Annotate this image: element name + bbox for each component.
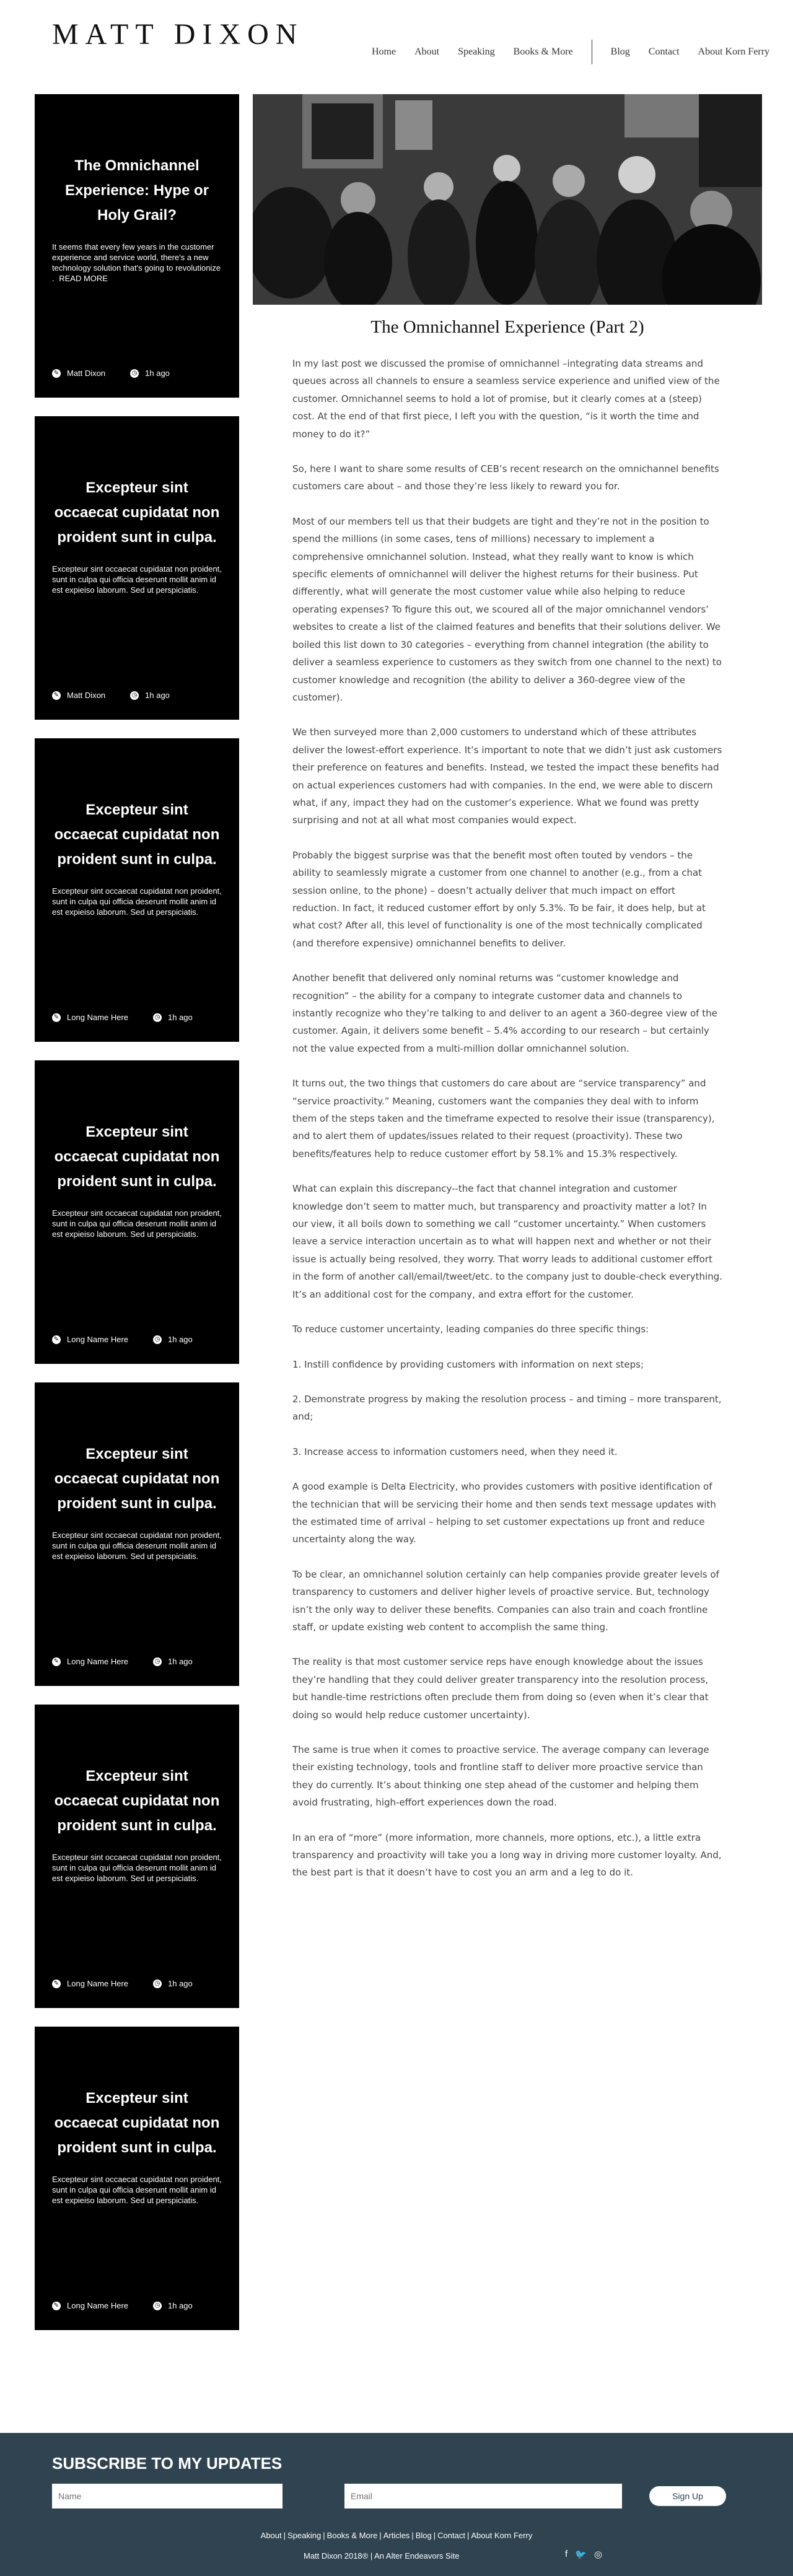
post-card-excerpt: Excepteur sint occaecat cupidatat non proident, sunt in culpa qui officia deserunt mollit anim id est expieiso laborum. Sed ut perspiciatis. (52, 886, 222, 917)
post-card-excerpt: Excepteur sint occaecat cupidatat non proident, sunt in culpa qui officia deserunt mollit anim id est expieiso laborum. Sed ut perspiciatis. (52, 564, 222, 595)
post-card-time: 1h ago (168, 2301, 193, 2310)
author-icon: ✎ (52, 1657, 61, 1666)
post-card-title[interactable]: Excepteur sint occaecat cupidatat non proident sunt in culpa. (54, 2090, 220, 2156)
post-card[interactable] (35, 738, 239, 1042)
post-card-author: Long Name Here (67, 2301, 128, 2310)
clock-icon: ◷ (130, 369, 139, 378)
clock-icon: ◷ (130, 691, 139, 700)
footer-separator: | (323, 2531, 325, 2540)
nav-blog[interactable]: Blog (610, 46, 630, 57)
post-card-meta (52, 1979, 217, 1988)
subscribe-title: SUBSCRIBE TO MY UPDATES (52, 2454, 283, 2473)
article-paragraph: Most of our members tell us that their budgets are tight and they’re not in the position to spend the millions (in some cases, tens of millions) necessary to implement a comprehensive omnichannel solution. Instead, what they really want to know is which specific elements of omnichannel will deliver the highest returns for their business. Put differently, what will generate the most customer value while also helping to reduce operating expenses? To figure this out, we scoured all of the major omnichannel vendors’ websites to create a list of the claimed features and benefits that their solutions deliver. We boiled this list down to 30 categories – everything from channel integration (the ability to deliver a seamless experience to customers as they switch from one channel to the next) to customer knowledge and recognition (the ability to deliver a 360-degree view of the customer). (292, 515, 722, 703)
post-card-title[interactable]: Excepteur sint occaecat cupidatat non proident sunt in culpa. (54, 801, 220, 868)
post-card-title[interactable]: Excepteur sint occaecat cupidatat non proident sunt in culpa. (54, 1768, 220, 1834)
read-more-link[interactable]: READ MORE (59, 274, 108, 283)
article-paragraph: We then surveyed more than 2,000 customers to understand which of these attributes deliver the lowest-effort experience. It’s important to note that we didn’t just ask customers their preference on features and benefits. Instead, we tested the impact these benefits had on actual experiences customers had with companies. In the end, we were able to discern what, if any, impact they had on the customer’s experience. What we found was pretty surprising and not at all what most companies would expect. (292, 727, 722, 826)
article-paragraph: In my last post we discussed the promise of omnichannel –integrating data streams and queues across all channels to ensure a seamless service experience and unified view of the customer. Omnichannel seems to hold a lot of promise, but it clearly comes at a (steep) cost. At the end of that first piece, I left you with the question, “is it worth the time and money to do it?” (292, 358, 720, 440)
article-paragraph: 2. Demonstrate progress by making the resolution process – and timing – more transparent, and; (292, 1393, 722, 1423)
post-card-meta (52, 1657, 217, 1666)
footer-link-contact[interactable]: Contact (437, 2531, 465, 2540)
name-field[interactable] (52, 2484, 283, 2508)
article-paragraph: What can explain this discrepancy--the fact that channel integration and customer knowledge don’t seem to matter much, but transparency and proactivity matter a lot? In our view, it all boils down to something we call “customer uncertainty.” When customers leave a service interaction uncertain as to what will happen next and whether or not their issue is actually being resolved, they worry. That worry leads to additional customer effort in the form of another call/email/tweet/etc. to the company just to double-check everything. It’s an additional cost for the company, and extra effort for the customer. (292, 1183, 722, 1300)
copyright-text: Matt Dixon 2018® | An Alter Endeavors Site (304, 2551, 460, 2561)
post-card-excerpt (52, 242, 222, 284)
post-card-time: 1h ago (168, 1013, 193, 1022)
blog-article (292, 317, 722, 1899)
site-header (0, 0, 793, 79)
footer-link-blog[interactable]: Blog (415, 2531, 432, 2540)
post-card-title[interactable]: The Omnichannel Experience: Hype or Holy Grail? (64, 157, 209, 224)
post-card-author: Long Name Here (67, 1013, 128, 1022)
footer-separator: | (379, 2531, 382, 2540)
nav-contact[interactable]: Contact (648, 46, 680, 57)
article-paragraph: Another benefit that delivered only nominal returns was “customer knowledge and recognition” – the ability for a company to integrate customer data and channels to instantly recognize who they’re talking to and deliver to an agent a 360-degree view of the customer. Again, it delivers some benefit – 5.4% according to our research – but certainly not the value expected from a multi-million dollar omnichannel solution. (292, 972, 717, 1054)
sidebar (35, 94, 239, 2349)
main-nav (372, 40, 788, 64)
nav-speaking[interactable]: Speaking (458, 46, 495, 57)
social-links (565, 2549, 610, 2560)
post-card-excerpt: Excepteur sint occaecat cupidatat non proident, sunt in culpa qui officia deserunt mollit anim id est expieiso laborum. Sed ut perspiciatis. (52, 2175, 222, 2205)
footer-separator: | (283, 2531, 286, 2540)
nav-home[interactable]: Home (372, 46, 396, 57)
nav-books-more[interactable]: Books & More (513, 46, 573, 57)
sign-up-button[interactable]: Sign Up (649, 2486, 726, 2506)
author-icon: ✎ (52, 1013, 61, 1022)
clock-icon: ◷ (153, 1335, 162, 1344)
post-card-author: Long Name Here (67, 1335, 128, 1344)
article-paragraph: To reduce customer uncertainty, leading companies do three specific things: (292, 1324, 649, 1335)
post-card-meta (52, 2301, 217, 2310)
post-card-author: Long Name Here (67, 1657, 128, 1666)
post-card-time: 1h ago (145, 691, 170, 700)
author-icon: ✎ (52, 691, 61, 700)
post-card[interactable] (35, 2027, 239, 2330)
post-card-excerpt: Excepteur sint occaecat cupidatat non proident, sunt in culpa qui officia deserunt mollit anim id est expieiso laborum. Sed ut perspiciatis. (52, 1530, 222, 1561)
email-field[interactable] (344, 2484, 622, 2508)
post-card-excerpt: Excepteur sint occaecat cupidatat non proident, sunt in culpa qui officia deserunt mollit anim id est expieiso laborum. Sed ut perspiciatis. (52, 1853, 222, 1883)
twitter-icon[interactable]: 🐦 (575, 2549, 587, 2560)
article-paragraph: A good example is Delta Electricity, who provides customers with positive identification of the technician that will be servicing their home and then sends text message updates with the estimated time of arrival – helping to set customer expectations up front and reduce uncertainty along the way. (292, 1481, 716, 1545)
post-card-author: Long Name Here (67, 1979, 128, 1988)
footer-links (0, 2531, 793, 2540)
post-card-excerpt: Excepteur sint occaecat cupidatat non proident, sunt in culpa qui officia deserunt mollit anim id est expieiso laborum. Sed ut perspiciatis. (52, 1208, 222, 1239)
post-card[interactable] (35, 1060, 239, 1364)
facebook-icon[interactable]: f (565, 2549, 568, 2559)
article-title: The Omnichannel Experience (Part 2) (370, 317, 644, 337)
post-card-meta (52, 1013, 217, 1022)
post-card[interactable] (35, 1382, 239, 1686)
footer-link-about[interactable]: About (260, 2531, 282, 2540)
post-card-excerpt-text: It seems that every few years in the customer experience and service world, there's a new technology solution that's going to revolutionize . (52, 242, 221, 283)
clock-icon: ◷ (153, 2302, 162, 2310)
footer-link-korn-ferry[interactable]: About Korn Ferry (471, 2531, 533, 2540)
post-card[interactable] (35, 94, 239, 398)
clock-icon: ◷ (153, 1013, 162, 1022)
footer-link-articles[interactable]: Articles (383, 2531, 410, 2540)
article-paragraph: 3. Increase access to information customers need, when they need it. (292, 1446, 618, 1457)
post-card-author: Matt Dixon (67, 369, 106, 378)
post-card-meta (52, 369, 195, 378)
post-card-meta (52, 691, 195, 700)
article-paragraph: Probably the biggest surprise was that the benefit most often touted by vendors – the ability to seamlessly migrate a customer from one channel to another (e.g., from a chat session online, to the phone) – doesn’t actually deliver that much impact on effort reduction. In fact, it reduced customer effort by only 5.3%. To be fair, it does help, but at what cost? After all, this level of functionality is one of the most technically complicated (and therefore expensive) omnichannel benefits to deliver. (292, 849, 706, 949)
article-paragraph: It turns out, the two things that customers do care about are “service transparency” and “service proactivity.” Meaning, customers want the companies they deal with to inform them of the steps taken and the timeframe expected to resolve their issue (transparency), and to alert them of updates/issues related to their request (proactivity). These two benefits/features help to reduce customer effort by 58.1% and 15.3% respectively. (292, 1078, 715, 1159)
footer-separator: | (467, 2531, 470, 2540)
author-icon: ✎ (52, 1980, 61, 1988)
nav-about-korn-ferry[interactable]: About Korn Ferry (698, 46, 770, 57)
site-footer (0, 2433, 793, 2576)
author-icon: ✎ (52, 369, 61, 378)
article-paragraph: The reality is that most customer service reps have enough knowledge about the issues they’re handling that they could deliver greater transparency into the resolution process, but handle-time restrictions often preclude them from doing so (even when it’s clear that doing so would help reduce customer uncertainty). (292, 1656, 709, 1721)
footer-separator: | (433, 2531, 436, 2540)
footer-link-speaking[interactable]: Speaking (287, 2531, 322, 2540)
post-card[interactable] (35, 1705, 239, 2008)
audience-photo-illustration (253, 94, 762, 305)
post-card-meta (52, 1335, 217, 1344)
clock-icon: ◷ (153, 1980, 162, 1988)
article-paragraph: So, here I want to share some results of CEB’s recent research on the omnichannel benefits customers care about – and those they’re less likely to reward you for. (292, 463, 719, 492)
post-card-time: 1h ago (168, 1657, 193, 1666)
post-card-title[interactable]: Excepteur sint occaecat cupidatat non proident sunt in culpa. (54, 479, 220, 546)
post-card-title[interactable]: Excepteur sint occaecat cupidatat non proident sunt in culpa. (54, 1446, 220, 1512)
article-paragraph: To be clear, an omnichannel solution certainly can help companies provide greater levels of transparency to customers and deliver higher levels of proactive service. But, technology isn’t the only way to deliver these benefits. Companies can also train and coach frontline staff, or update existing web content to accomplish the same thing. (292, 1568, 719, 1633)
site-logo[interactable]: MATT DIXON (52, 18, 304, 51)
author-icon: ✎ (52, 1335, 61, 1344)
post-card-time: 1h ago (145, 369, 170, 378)
post-card-time: 1h ago (168, 1979, 193, 1988)
post-card-time: 1h ago (168, 1335, 193, 1344)
post-card[interactable] (35, 416, 239, 720)
clock-icon: ◷ (153, 1657, 162, 1666)
article-paragraph: The same is true when it comes to proactive service. The average company can leverage their existing technology, tools and frontline staff to deliver more proactive service than they do currently. It’s about thinking one step ahead of the customer and helping them avoid frustrating, high-effort experiences down the road. (292, 1744, 709, 1809)
post-card-author: Matt Dixon (67, 691, 106, 700)
post-card-title[interactable]: Excepteur sint occaecat cupidatat non proident sunt in culpa. (54, 1124, 220, 1190)
footer-separator: | (411, 2531, 414, 2540)
article-paragraph: In an era of “more” (more information, more channels, more options, etc.), a little extra transparency and proactivity will take you a long way in driving more customer loyalty. And, the best part is that it doesn’t have to cost you an arm and a leg to do it. (292, 1832, 722, 1879)
instagram-icon[interactable]: ◎ (594, 2549, 602, 2560)
main-content (0, 79, 793, 2433)
hero-photo (253, 94, 762, 305)
nav-about[interactable]: About (414, 46, 440, 57)
article-paragraph: 1. Instill confidence by providing customers with information on next steps; (292, 1358, 644, 1370)
author-icon: ✎ (52, 2302, 61, 2310)
footer-link-books[interactable]: Books & More (326, 2531, 378, 2540)
